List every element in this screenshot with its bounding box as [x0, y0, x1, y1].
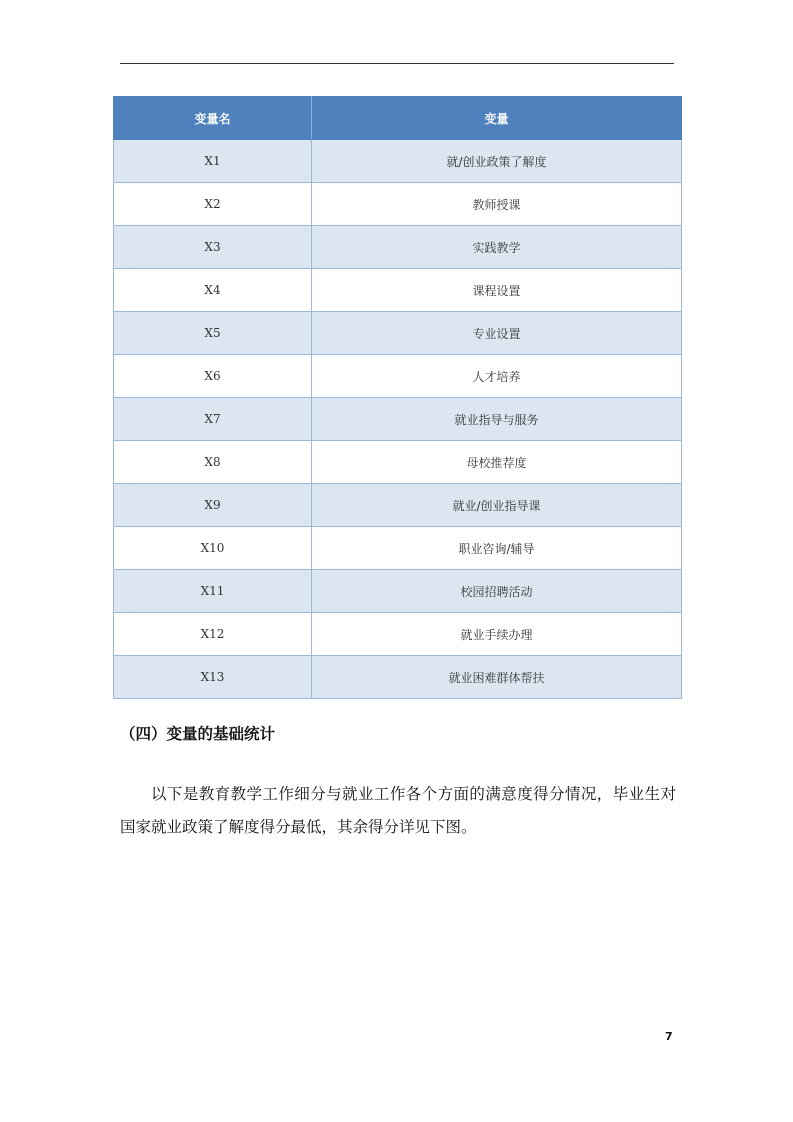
- row-code: X7: [114, 398, 312, 441]
- table-row: [114, 226, 682, 269]
- row-label: 职业咨询/辅导: [312, 527, 682, 570]
- row-label: 专业设置: [312, 312, 682, 355]
- header-variable: 变量: [312, 97, 682, 140]
- table-row: [114, 183, 682, 226]
- row-label: 就业困难群体帮扶: [312, 656, 682, 699]
- row-code: X4: [114, 269, 312, 312]
- table-row: [114, 570, 682, 613]
- table-row: [114, 484, 682, 527]
- body-paragraph: 以下是教育教学工作细分与就业工作各个方面的满意度得分情况，毕业生对国家就业政策了解度得分最低，其余得分详见下图。: [120, 784, 676, 836]
- table-row: [114, 312, 682, 355]
- row-code: X11: [114, 570, 312, 613]
- row-code: X5: [114, 312, 312, 355]
- row-code: X1: [114, 140, 312, 183]
- variables-table: [113, 96, 682, 699]
- section-heading: （四）变量的基础统计: [120, 725, 276, 743]
- table-row: [114, 269, 682, 312]
- row-label: 就业指导与服务: [312, 398, 682, 441]
- row-code: X6: [114, 355, 312, 398]
- header-rule: [120, 63, 674, 64]
- row-label: 母校推荐度: [312, 441, 682, 484]
- row-code: X2: [114, 183, 312, 226]
- row-label: 人才培养: [312, 355, 682, 398]
- row-code: X12: [114, 613, 312, 656]
- row-code: X10: [114, 527, 312, 570]
- table-row: [114, 398, 682, 441]
- table-row: [114, 441, 682, 484]
- row-label: 实践教学: [312, 226, 682, 269]
- table-row: [114, 355, 682, 398]
- row-code: X3: [114, 226, 312, 269]
- row-label: 就业手续办理: [312, 613, 682, 656]
- row-label: 课程设置: [312, 269, 682, 312]
- table-row: [114, 140, 682, 183]
- header-variable-name: 变量名: [114, 97, 312, 140]
- row-label: 就/创业政策了解度: [312, 140, 682, 183]
- table-row: [114, 656, 682, 699]
- page-number: 7: [665, 1030, 673, 1043]
- row-label: 教师授课: [312, 183, 682, 226]
- table-row: [114, 527, 682, 570]
- table-row: [114, 613, 682, 656]
- row-code: X13: [114, 656, 312, 699]
- row-label: 就业/创业指导课: [312, 484, 682, 527]
- row-code: X8: [114, 441, 312, 484]
- row-code: X9: [114, 484, 312, 527]
- table-header-row: [114, 97, 682, 140]
- row-label: 校园招聘活动: [312, 570, 682, 613]
